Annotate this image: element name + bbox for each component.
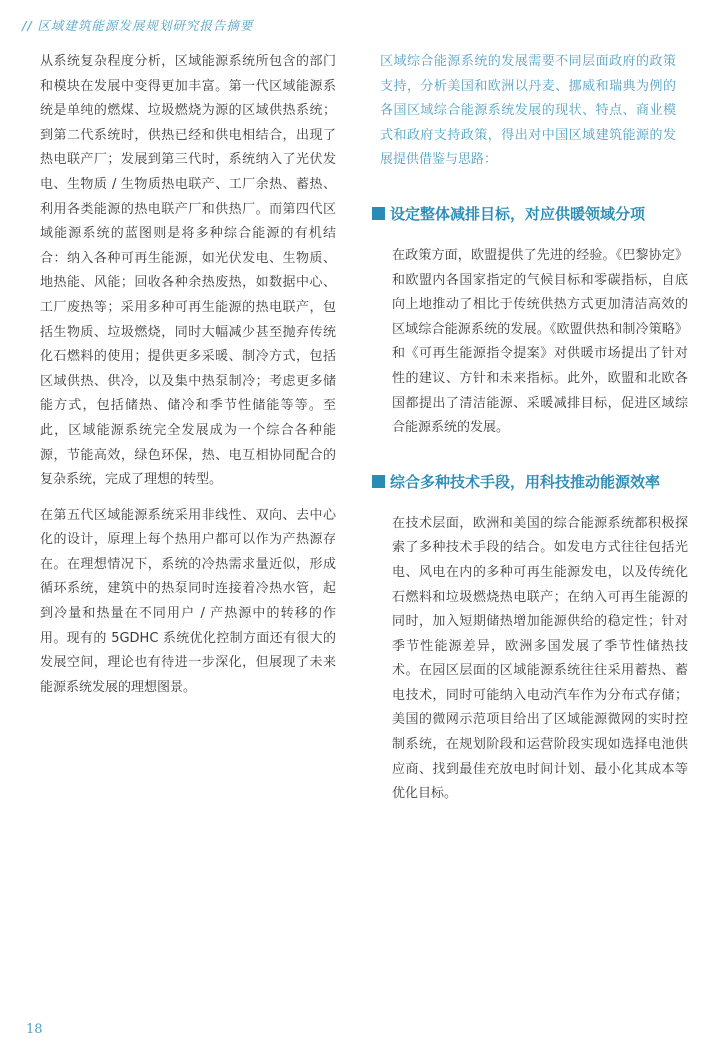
section-heading-text: 综合多种技术手段，用科技推动能源效率 (390, 472, 661, 491)
section-heading-text: 设定整体减排目标，对应供暖领域分项 (390, 204, 646, 223)
section-body: 在政策方面，欧盟提供了先进的经验。《巴黎协定》和欧盟内各国家指定的气候目标和零碳指标，自底向上地推动了相比于传统供热方式更加清洁高效的区域综合能源系统的发展。《欧盟供热和制冷策略》和《可再生能源指令提案》对供暖市场提出了针对性的建议、方针和未来指标。此外，欧盟和北欧各国都提出了清洁能源、采暖减排目标，促进区域综合能源系统的发展。 (392, 247, 688, 436)
square-bullet-icon (372, 207, 385, 220)
section-heading (372, 203, 688, 224)
section-heading (372, 471, 688, 492)
left-column (40, 50, 336, 711)
intro-summary: 区域综合能源系统的发展需要不同层面政府的政策支持，分析美国和欧洲以丹麦、挪威和瑞典为例的各国区域综合能源系统发展的现状、特点、商业模式和政府支持政策，得出对中国区域建筑能源的发展提供借鉴与思路： (380, 54, 676, 168)
paragraph: 在第五代区域能源系统采用非线性、双向、去中心化的设计，原理上每个热用户都可以作为产热源存在。在理想情况下，系统的冷热需求量近似，形成循环系统，建筑中的热泵同时连接着冷热水管，起到冷量和热量在不同用户 / 产热源中的转移的作用。现有的 5GDHC 系统优化控制方面还有很大的发展空间，理论也有待进一步深化，但展现了未来能源系统发展的理想图景。 (40, 507, 336, 695)
page-number: 18 (26, 1022, 43, 1037)
paragraph: 从系统复杂程度分析，区域能源系统所包含的部门和模块在发展中变得更加丰富。第一代区域能源系统是单纯的燃煤、垃圾燃烧为源的区域供热系统；到第二代系统时，供热已经和供电相结合，出现了热电联产厂；发展到第三代时，系统纳入了光伏发电、生物质 / 生物质热电联产、工厂余热、蓄热、利用各类能源的热电联产厂和供热厂。而第四代区域能源系统的蓝图则是将多种综合能源的有机结合：纳入各种可再生能源，如光伏发电、生物质、地热能、风能；回收各种余热废热，如数据中心、工厂废热等；采用多种可再生能源的热电联产，包括生物质、垃圾燃烧，同时大幅减少甚至抛弃传统化石燃料的使用；提供更多采暖、制冷方式，包括区域供热、供冷，以及集中热泵制冷；考虑更多储能方式，包括储热、储冷和季节性储能等等。至此，区域能源系统完全发展成为一个综合各种能源，节能高效，绿色环保，热、电互相协同配合的复杂系统，完成了理想的转型。 (40, 54, 336, 488)
running-header: // 区域建筑能源发展规划研究报告摘要 (22, 18, 254, 33)
section-body: 在技术层面，欧洲和美国的综合能源系统都积极探索了多种技术手段的结合。如发电方式往往包括光电、风电在内的多种可再生能源发电，以及传统化石燃料和垃圾燃烧热电联产；在纳入可再生能源的同时，加入短期储热增加能源供给的稳定性；针对季节性能源差异，欧洲多国发展了季节性储热技术。在园区层面的区域能源系统往往采用蓄热、蓄电技术，同时可能纳入电动汽车作为分布式存储；美国的微网示范项目给出了区域能源微网的实时控制系统，在规划阶段和运营阶段实现如选择电池供应商、找到最佳充放电时间计划、最小化其成本等优化目标。 (392, 515, 688, 802)
right-column (372, 50, 688, 807)
square-bullet-icon (372, 475, 385, 488)
